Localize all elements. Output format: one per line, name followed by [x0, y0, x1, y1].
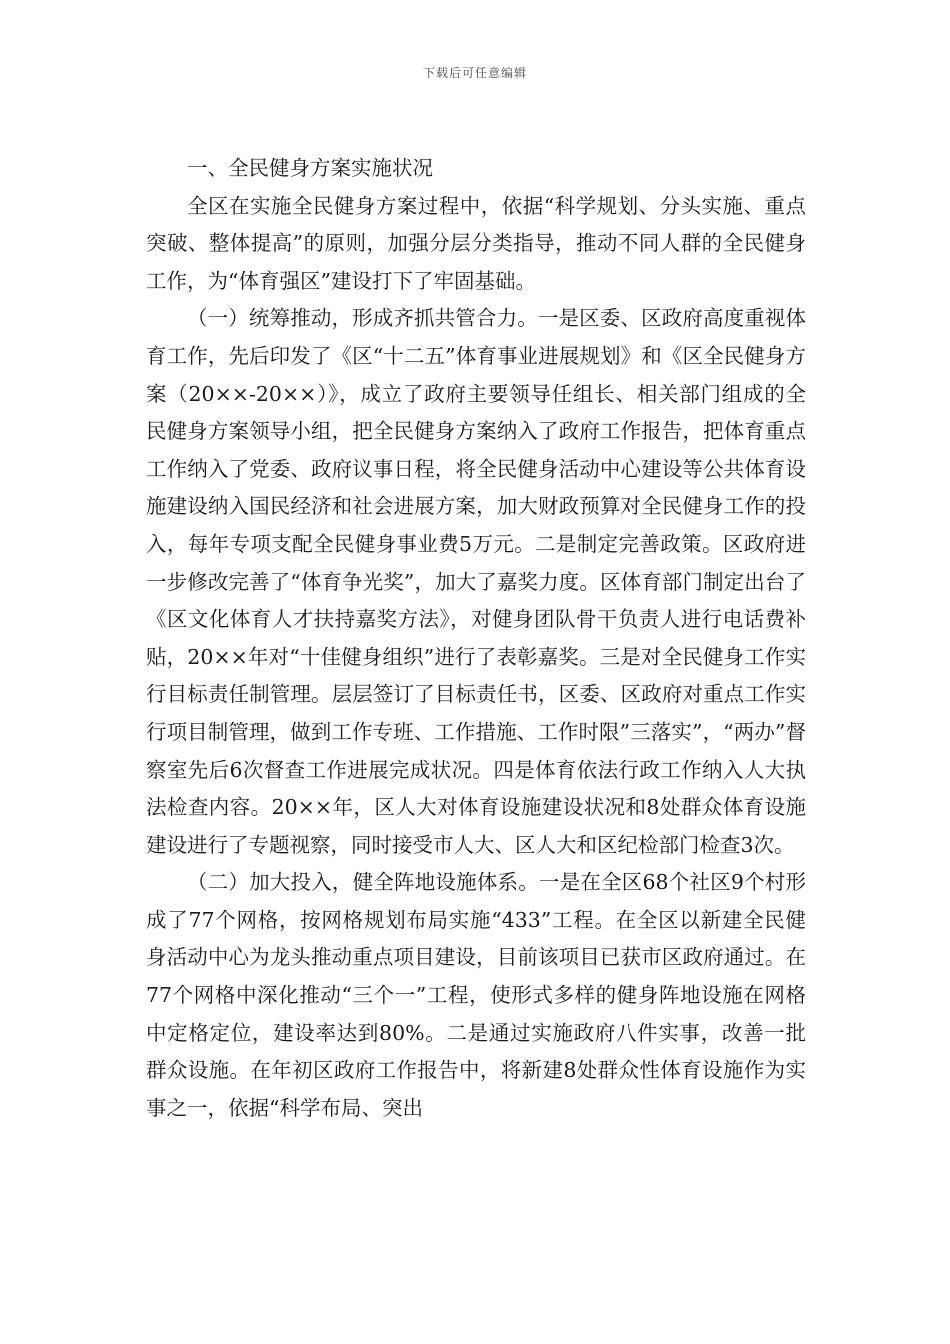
- page-header: 下载后可任意编辑: [422, 66, 527, 80]
- section-heading: 一、全民健身方案实施状况: [187, 156, 433, 180]
- intro-paragraph: 全区在实施全民健身方案过程中，依据“科学规划、分头实施、重点突破、整体提高”的原则，加强分层分类指导，推动不同人群的全民健身工作，为“体育强区”建设打下了牢固基础。: [146, 193, 806, 293]
- paragraph-coordination: （一）统筹推动，形成齐抓共管合力。一是区委、区政府高度重视体育工作，先后印发了《区“十二五”体育事业进展规划》和《区全民健身方案（20××-20××）》，成立了政府主要领导任组长、相关部门组成的全民健身方案领导小组，把全民健身方案纳入了政府工作报告，把体育重点工作纳入了党委、政府议事日程，将全民健身活动中心建设等公共体育设施建设纳入国民经济和社会进展方案，加大财政预算对全民健身工作的投入，每年专项支配全民健身事业费5万元。二是制定完善政策。区政府进一步修改完善了“体育争光奖”，加大了嘉奖力度。区体育部门制定出台了《区文化体育人才扶持嘉奖方法》，对健身团队骨干负责人进行电话费补贴，20××年对“十佳健身组织”进行了表彰嘉奖。三是对全民健身工作实行目标责任制管理。层层签订了目标责任书，区委、区政府对重点工作实行项目制管理，做到工作专班、工作措施、工作时限”三落实”，“两办”督察室先后6次督查工作进展完成状况。四是体育依法行政工作纳入人大执法检查内容。20××年，区人大对体育设施建设状况和8处群众体育设施建设进行了专题视察，同时接受市人大、区人大和区纪检部门检查3次。: [146, 306, 806, 857]
- paragraph-investment: （二）加大投入，健全阵地设施体系。一是在全区68个社区9个村形成了77个网格，按网格规划布局实施“433”工程。在全区以新建全民健身活动中心为龙头推动重点项目建设，目前该项目已获市区政府通过。在77个网格中深化推动“三个一”工程，使形式多样的健身阵地设施在网格中定格定位，建设率达到80%。二是通过实施政府八件实事，改善一批群众设施。在年初区政府工作报告中，将新建8处群众性体育设施作为实事之一，依据“科学布局、突出: [146, 870, 806, 1120]
- document-body: [146, 150, 806, 1127]
